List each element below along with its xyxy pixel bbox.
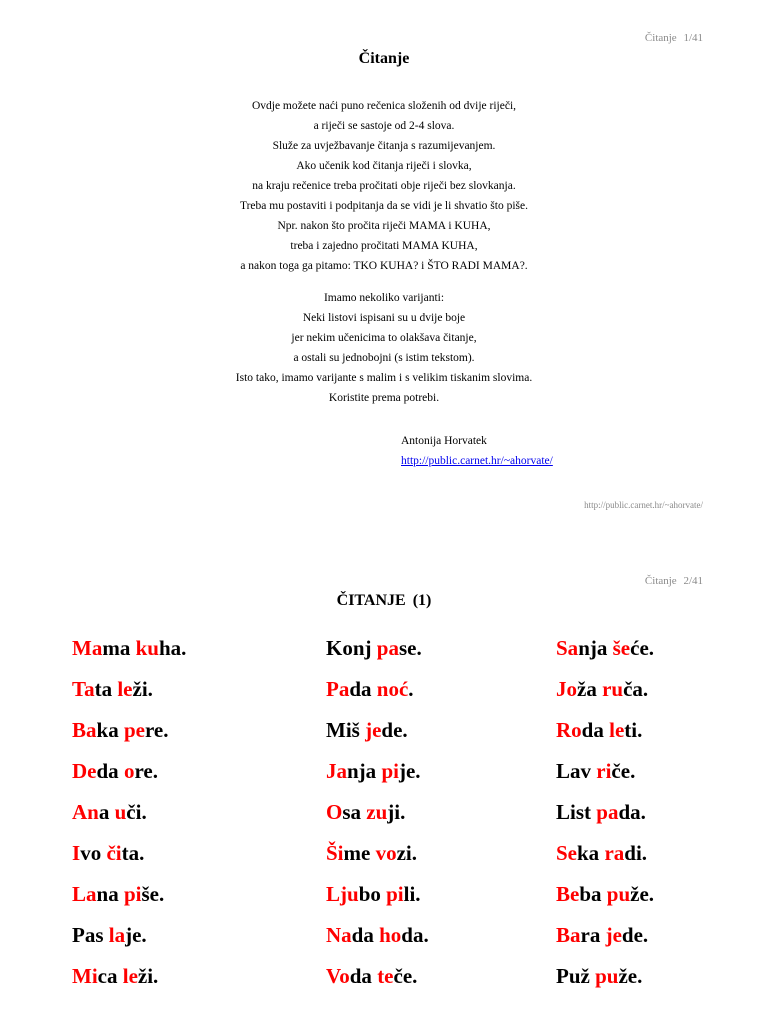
sentence	[326, 759, 429, 800]
highlighted-syllable: le	[609, 718, 625, 742]
syllable: Miš	[326, 718, 366, 742]
highlighted-syllable: Ma	[72, 636, 103, 660]
intro-line: Ovdje možete naći puno rečenica složenih od dvije riječi,	[251, 100, 517, 112]
author-name: Antonija Horvatek	[401, 435, 487, 447]
document-page-2	[0, 548, 768, 1024]
highlighted-syllable: Vo	[326, 964, 350, 988]
sentence	[326, 677, 429, 718]
syllable: nja	[578, 636, 613, 660]
highlighted-syllable: Na	[326, 923, 352, 947]
syllable: de.	[621, 923, 649, 947]
highlighted-syllable: De	[72, 759, 97, 783]
sentence	[72, 636, 186, 677]
syllable: da	[351, 923, 380, 947]
footer-url: http://public.carnet.hr/~ahorvate/	[584, 500, 703, 510]
page-number: Čitanje 1/41	[644, 32, 703, 44]
intro-line: a riječi se sastoje od 2-4 slova.	[313, 120, 455, 132]
sentence	[326, 718, 429, 759]
intro-line: Isto tako, imamo varijante s malim i s velikim tiskanim slovima.	[235, 372, 533, 384]
sentence	[72, 841, 186, 882]
author-link[interactable]: http://public.carnet.hr/~ahorvate/	[401, 455, 553, 467]
syllable: ji.	[387, 800, 406, 824]
highlighted-syllable: ra	[604, 841, 625, 865]
syllable: še.	[141, 882, 165, 906]
intro-line: Neki listovi ispisani su u dvije boje	[302, 312, 466, 324]
highlighted-syllable: pa	[596, 800, 619, 824]
sentence	[556, 718, 654, 759]
syllable: da	[349, 964, 378, 988]
highlighted-syllable: O	[326, 800, 343, 824]
sentence	[72, 882, 186, 923]
syllable: Konj	[326, 636, 377, 660]
intro-line: treba i zajedno pročitati MAMA KUHA,	[290, 240, 478, 252]
syllable: ka	[577, 841, 605, 865]
exercise-title: ČITANJE (1)	[336, 592, 432, 609]
syllable: ža	[577, 677, 603, 701]
sentence	[556, 841, 654, 882]
highlighted-syllable: je	[605, 923, 622, 947]
syllable: me	[343, 841, 376, 865]
syllable: sa	[342, 800, 367, 824]
sentence	[326, 841, 429, 882]
highlighted-syllable: Ba	[72, 718, 97, 742]
syllable: že.	[618, 964, 643, 988]
syllable: je.	[398, 759, 421, 783]
syllable: će.	[630, 636, 655, 660]
sentence	[326, 636, 429, 677]
syllable: List	[556, 800, 597, 824]
highlighted-syllable: Ta	[72, 677, 95, 701]
sentence	[556, 882, 654, 923]
sentence-column-3	[556, 636, 654, 1005]
highlighted-syllable: pi	[381, 759, 399, 783]
syllable: da.	[401, 923, 429, 947]
syllable: ta	[94, 677, 118, 701]
syllable: či.	[126, 800, 147, 824]
sentence	[326, 882, 429, 923]
sentence	[556, 800, 654, 841]
intro-line: Imamo nekoliko varijanti:	[323, 292, 445, 304]
syllable: a	[98, 800, 115, 824]
syllable: ra	[580, 923, 606, 947]
highlighted-syllable: ku	[135, 636, 159, 660]
syllable: vo	[80, 841, 107, 865]
intro-line: Koristite prema potrebi.	[328, 392, 440, 404]
highlighted-syllable: či	[106, 841, 122, 865]
syllable: li.	[403, 882, 421, 906]
syllable: .	[408, 677, 414, 701]
sentence	[72, 759, 186, 800]
highlighted-syllable: ri	[596, 759, 612, 783]
highlighted-syllable: ho	[379, 923, 402, 947]
syllable: ca	[97, 964, 123, 988]
syllable: da	[349, 677, 377, 701]
highlighted-syllable: An	[72, 800, 99, 824]
highlighted-syllable: ru	[602, 677, 624, 701]
highlighted-syllable: I	[72, 841, 81, 865]
syllable: ka	[96, 718, 124, 742]
highlighted-syllable: pe	[123, 718, 145, 742]
syllable: Lav	[556, 759, 597, 783]
highlighted-syllable: Ba	[556, 923, 581, 947]
sentence	[72, 923, 186, 964]
page-number: Čitanje 2/41	[644, 575, 703, 587]
syllable: re.	[134, 759, 158, 783]
highlighted-syllable: Ši	[326, 841, 344, 865]
syllable: de.	[381, 718, 408, 742]
syllable: bo	[358, 882, 387, 906]
syllable: ča.	[623, 677, 649, 701]
intro-line: jer nekim učenicima to olakšava čitanje,	[291, 332, 477, 344]
syllable: ti.	[624, 718, 643, 742]
page-title: Čitanje	[358, 50, 410, 67]
sentence	[556, 923, 654, 964]
sentence	[72, 718, 186, 759]
syllable: ži.	[132, 677, 153, 701]
intro-line: Npr. nakon što pročita riječi MAMA i KUHA,	[277, 220, 491, 232]
syllable: ma	[102, 636, 136, 660]
highlighted-syllable: le	[122, 964, 138, 988]
highlighted-syllable: pu	[606, 882, 631, 906]
highlighted-syllable: še	[612, 636, 631, 660]
intro-line: Ako učenik kod čitanja riječi i slovka,	[296, 160, 472, 172]
syllable: ba	[579, 882, 607, 906]
highlighted-syllable: pi	[123, 882, 142, 906]
sentence	[72, 964, 186, 1005]
syllable: je.	[125, 923, 147, 947]
author-block	[401, 431, 553, 471]
highlighted-syllable: Be	[556, 882, 580, 906]
highlighted-syllable: pu	[595, 964, 619, 988]
highlighted-syllable: le	[117, 677, 133, 701]
syllable: če.	[611, 759, 636, 783]
intro-line: a nakon toga ga pitamo: TKO KUHA? i ŠTO RADI MAMA?.	[240, 260, 528, 272]
sentence	[556, 677, 654, 718]
highlighted-syllable: la	[108, 923, 126, 947]
variants-paragraph	[0, 288, 768, 408]
syllable: di.	[624, 841, 648, 865]
highlighted-syllable: Jo	[556, 677, 577, 701]
sentence	[326, 923, 429, 964]
intro-line: Treba mu postaviti i podpitanja da se vidi je li shvatio što piše.	[239, 200, 528, 212]
sentence	[556, 636, 654, 677]
highlighted-syllable: Ja	[326, 759, 347, 783]
sentence-column-2	[326, 636, 429, 1005]
highlighted-syllable: pi	[386, 882, 404, 906]
syllable: zi.	[396, 841, 417, 865]
intro-line: na kraju rečenice treba pročitati obje riječi bez slovkanja.	[252, 180, 516, 192]
intro-paragraph	[0, 96, 768, 276]
syllable: ha.	[158, 636, 187, 660]
syllable: da	[96, 759, 124, 783]
sentence	[326, 964, 429, 1005]
syllable: da.	[618, 800, 646, 824]
syllable: Puž	[556, 964, 596, 988]
highlighted-syllable: pa	[376, 636, 399, 660]
syllable: nja	[347, 759, 382, 783]
syllable: že.	[630, 882, 655, 906]
syllable: če.	[393, 964, 418, 988]
highlighted-syllable: je	[365, 718, 382, 742]
highlighted-syllable: Ro	[556, 718, 582, 742]
highlighted-syllable: Mi	[72, 964, 98, 988]
highlighted-syllable: te	[377, 964, 394, 988]
sentence	[72, 800, 186, 841]
intro-line: Služe za uvježbavanje čitanja s razumijevanjem.	[272, 140, 496, 152]
intro-text	[0, 96, 768, 408]
highlighted-syllable: Lju	[326, 882, 359, 906]
syllable: na	[96, 882, 124, 906]
highlighted-syllable: zu	[366, 800, 388, 824]
highlighted-syllable: o	[123, 759, 135, 783]
syllable: ta.	[121, 841, 145, 865]
highlighted-syllable: vo	[375, 841, 397, 865]
sentence	[326, 800, 429, 841]
syllable: re.	[144, 718, 169, 742]
sentence-column-1	[72, 636, 186, 1005]
highlighted-syllable: u	[114, 800, 127, 824]
highlighted-syllable: Pa	[326, 677, 350, 701]
sentence	[556, 964, 654, 1005]
syllable: da	[581, 718, 610, 742]
syllable: ži.	[137, 964, 159, 988]
highlighted-syllable: La	[72, 882, 97, 906]
syllable: se.	[398, 636, 422, 660]
highlighted-syllable: Sa	[556, 636, 579, 660]
highlighted-syllable: Se	[556, 841, 577, 865]
intro-line: a ostali su jednobojni (s istim tekstom).	[293, 352, 475, 364]
syllable: Pas	[72, 923, 109, 947]
sentence	[72, 677, 186, 718]
sentence	[556, 759, 654, 800]
highlighted-syllable: noć	[376, 677, 409, 701]
